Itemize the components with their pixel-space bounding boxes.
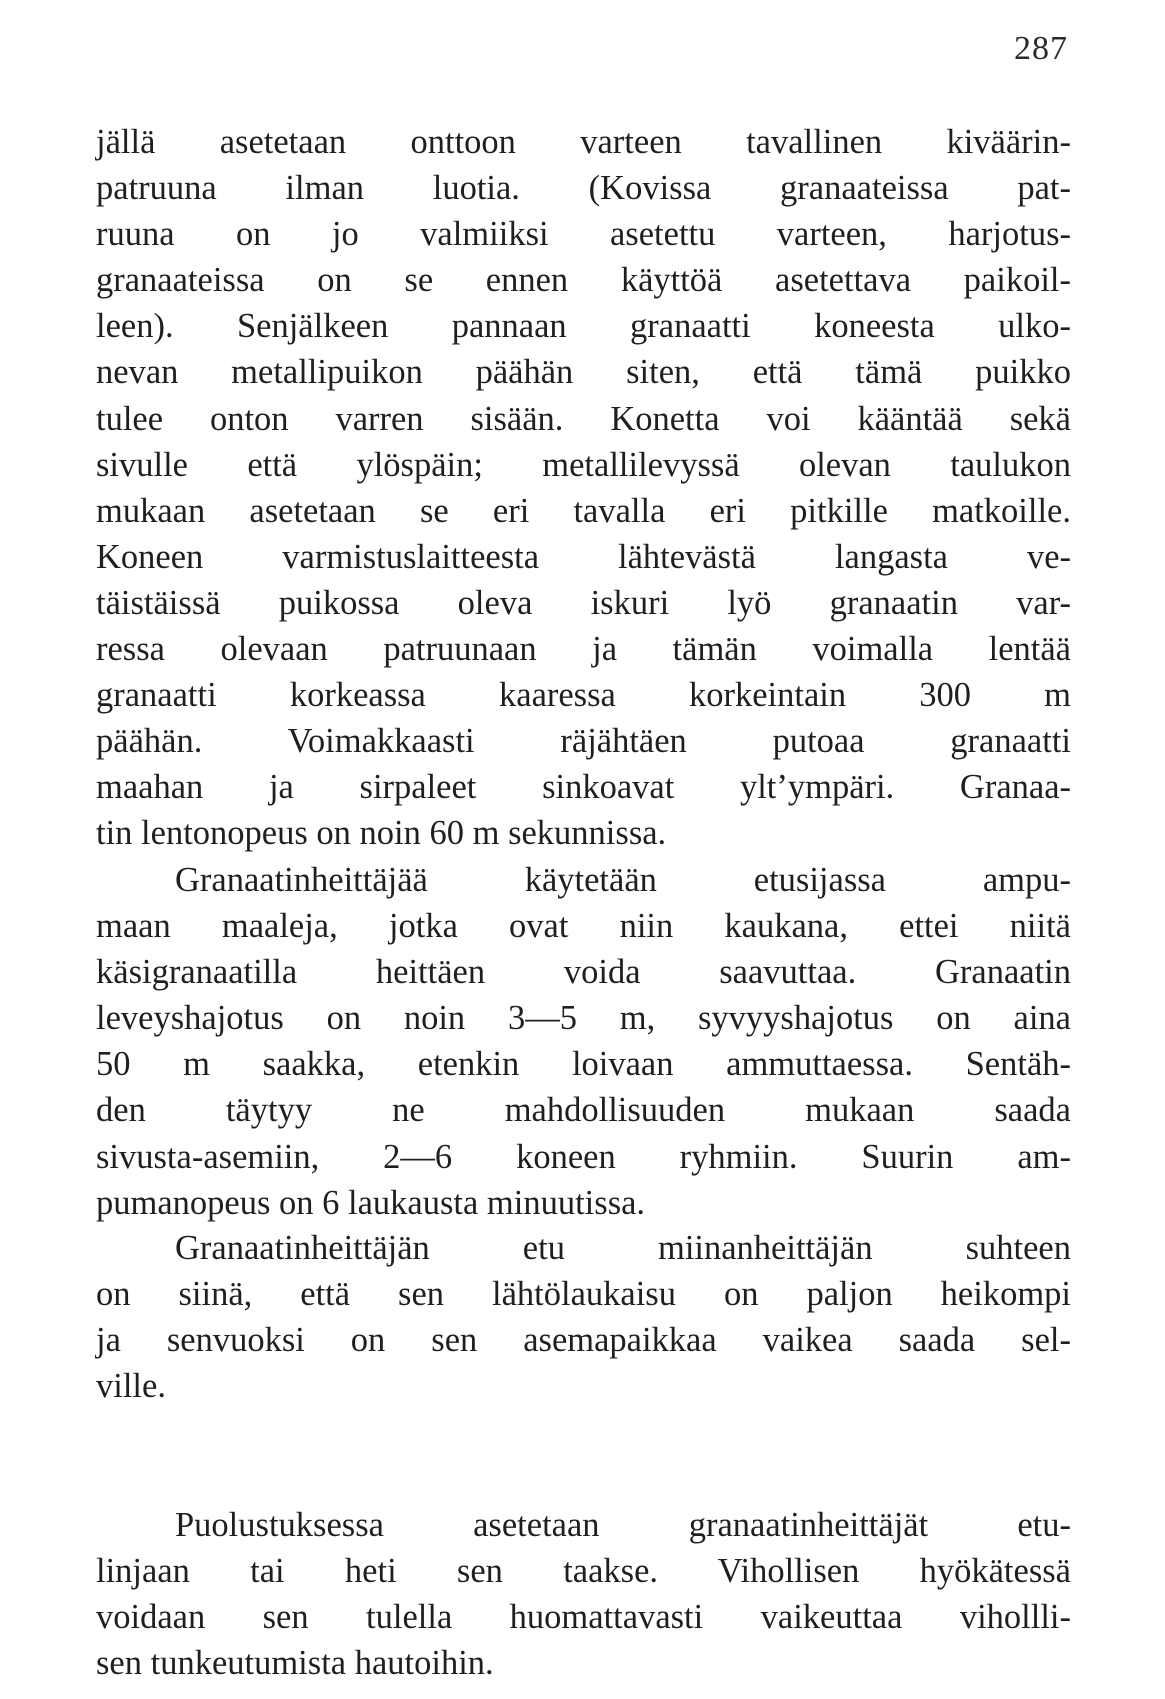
- text-line: Koneen varmistuslaitteesta lähtevästä langasta ve-: [96, 537, 1071, 576]
- text-line: on siinä, että sen lähtölaukaisu on paljon heikompi: [96, 1275, 1071, 1314]
- text-line: ruuna on jo valmiiksi asetettu varteen, harjotus-: [96, 215, 1071, 254]
- page-number: 287: [1014, 30, 1068, 67]
- text-line: Puolustuksessa asetetaan granaatinheittäjät etu-: [175, 1506, 1071, 1544]
- text-line: granaateissa on se ennen käyttöä asetettava paikoil-: [96, 261, 1071, 300]
- text-line: jällä asetetaan onttoon varteen tavallinen kiväärin-: [96, 123, 1071, 161]
- text-line: leveyshajotus on noin 3—5 m, syvyyshajotus on aina: [96, 999, 1071, 1038]
- text-line: ja senvuoksi on sen asemapaikkaa vaikea saada sel-: [96, 1321, 1071, 1360]
- text-line: sivulle että ylöspäin; metallilevyssä olevan taulukon: [96, 445, 1071, 484]
- text-line: täistäissä puikossa oleva iskuri lyö granaatin var-: [96, 583, 1071, 622]
- text-line: linjaan tai heti sen taakse. Vihollisen hyökätessä: [96, 1552, 1071, 1591]
- text-line: nevan metallipuikon päähän siten, että tämä puikko: [96, 353, 1071, 392]
- text-line: päähän. Voimakkaasti räjähtäen putoaa granaatti: [96, 722, 1071, 761]
- text-line: sivusta-asemiin, 2—6 koneen ryhmiin. Suurin am-: [96, 1137, 1071, 1176]
- text-line: ville.: [96, 1367, 166, 1406]
- text-line: maahan ja sirpaleet sinkoavat ylt’ympäri. Granaa-: [96, 768, 1071, 807]
- paragraph: [96, 857, 1071, 1226]
- text-line: leen). Senjälkeen pannaan granaatti koneesta ulko-: [96, 307, 1071, 346]
- text-line: patruuna ilman luotia. (Kovissa granaateissa pat-: [96, 169, 1071, 208]
- text-line: Granaatinheittäjän etu miinanheittäjän suhteen: [175, 1229, 1071, 1267]
- paragraph: [96, 1225, 1071, 1409]
- paragraph: [96, 119, 1071, 857]
- text-line: mukaan asetetaan se eri tavalla eri pitkille matkoille.: [96, 491, 1071, 530]
- text-line: tulee onton varren sisään. Konetta voi kääntää sekä: [96, 399, 1071, 438]
- text-line: Granaatinheittäjää käytetään etusijassa ampu-: [175, 861, 1071, 899]
- text-line: tin lentonopeus on noin 60 m sekunnissa.: [96, 814, 667, 853]
- text-line: käsigranaatilla heittäen voida saavuttaa. Granaatin: [96, 953, 1071, 992]
- text-line: voidaan sen tulella huomattavasti vaikeuttaa vihollli-: [96, 1598, 1071, 1637]
- text-line: maan maaleja, jotka ovat niin kaukana, ettei niitä: [96, 907, 1071, 946]
- text-line: sen tunkeutumista hautoihin.: [96, 1644, 494, 1683]
- text-line: granaatti korkeassa kaaressa korkeintain 300 m: [96, 676, 1071, 715]
- text-line: 50 m saakka, etenkin loivaan ammuttaessa. Sentäh-: [96, 1045, 1071, 1084]
- text-line: ressa olevaan patruunaan ja tämän voimalla lentää: [96, 630, 1071, 669]
- paragraph: [96, 1502, 1071, 1686]
- text-line: pumanopeus on 6 laukausta minuutissa.: [96, 1183, 646, 1222]
- text-line: den täytyy ne mahdollisuuden mukaan saada: [96, 1091, 1071, 1130]
